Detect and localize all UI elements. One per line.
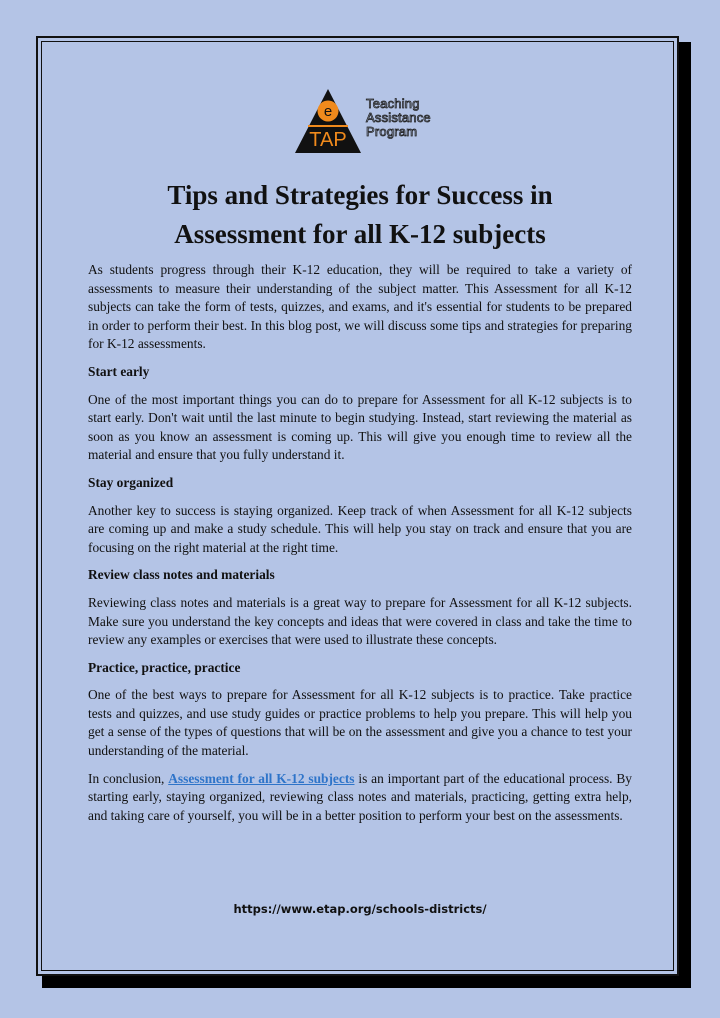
section-heading-start-early: Start early: [88, 363, 150, 379]
section-body-start-early: One of the most important things you can do to prepare for Assessment for all K-12 subjects is to start early. Don't wait until the last minute to begin studying. Instead, start reviewing the material as soon as you know an assessment is coming up. This will give you enough time to review all the material and ensure that you fully understand it.: [88, 391, 632, 463]
logo-wordmark: [366, 97, 431, 139]
logo-line-teaching: Teaching: [366, 96, 420, 111]
page-title-line2: Assessment for all K-12 subjects: [174, 219, 546, 249]
logo-letters-tap: TAP: [309, 129, 347, 151]
logo-line-assistance: Assistance: [366, 110, 431, 125]
logo-line-program: Program: [366, 124, 418, 139]
etap-logo: [294, 88, 444, 158]
conclusion-text-after: is an important part of the educational process. By starting early, staying organized, reviewing class notes and materials, practicing, getting extra help, and taking care of yourself, you will be in a better position to perform your best on the assessments.: [88, 770, 633, 823]
section-body-stay-organized: Another key to success is staying organized. Keep track of when Assessment for all K-12 subjects are coming up and make a study schedule. This will help you stay on track and ensure that you are focusing on the right material at the right time.: [88, 502, 632, 555]
conclusion-text-before: In conclusion,: [88, 770, 169, 786]
article-body: [88, 261, 632, 834]
section-heading-stay-organized: Stay organized: [88, 474, 174, 490]
intro-paragraph: As students progress through their K-12 education, they will be required to take a variety of assessments to measure their understanding of the subject matter. This Assessment for all K-12 subjects can take the form of tests, quizzes, and exams, and it's essential for students to be prepared in order to perform their best. In this blog post, we will discuss some tips and strategies for preparing for K-12 assessments.: [88, 262, 632, 352]
section-body-practice: One of the best ways to prepare for Assessment for all K-12 subjects is to practice. Take practice tests and quizzes, and use study guides or practice problems to help you prepare. This will help you get a sense of the types of questions that will be on the assessment and give you a chance to test your understanding of the material.: [88, 687, 632, 759]
etap-triangle-logo-icon: [294, 88, 362, 154]
logo-letter-e: e: [323, 103, 333, 120]
conclusion-paragraph: [88, 770, 632, 826]
assessment-link[interactable]: Assessment for all K-12 subjects: [168, 770, 355, 786]
section-heading-review-notes: Review class notes and materials: [88, 567, 275, 583]
section-body-review-notes: Reviewing class notes and materials is a great way to prepare for Assessment for all K-12 subjects. Make sure you understand the key concepts and ideas that were covered in class and take the time to review any examples or exercises that were used to illustrate these concepts.: [88, 594, 632, 648]
footer-url[interactable]: https://www.etap.org/schools-districts/: [233, 902, 487, 916]
page-title-line1: Tips and Strategies for Success in: [167, 180, 553, 210]
page-title: [88, 176, 632, 254]
section-heading-practice: Practice, practice, practice: [88, 659, 241, 675]
